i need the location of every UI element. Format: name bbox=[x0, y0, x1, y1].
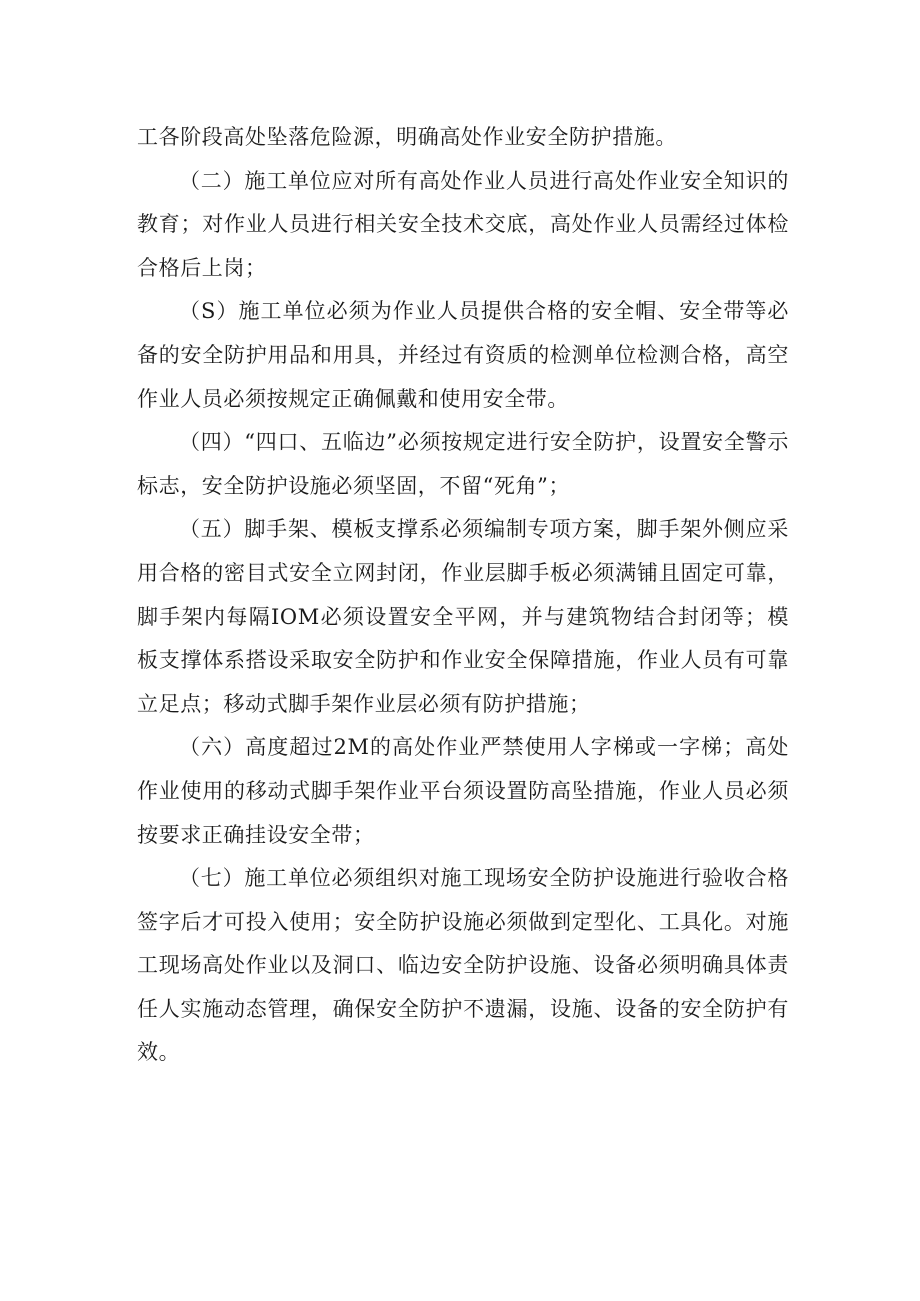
paragraph-item-6: （六）高度超过2M的高处作业严禁使用人字梯或一字梯；高处作业使用的移动式脚手架作业平台须设置防高坠措施，作业人员必须按要求正确挂设安全带； bbox=[137, 735, 789, 847]
paragraph-item-2: （二）施工单位应对所有高处作业人员进行高处作业安全知识的教育；对作业人员进行相关安全技术交底，高处作业人员需经过体检合格后上岗； bbox=[137, 168, 789, 280]
paragraph-continuation: 工各阶段高处坠落危险源，明确高处作业安全防护措施。 bbox=[137, 125, 677, 149]
paragraph-item-3: （S）施工单位必须为作业人员提供合格的安全帽、安全带等必备的安全防护用品和用具，并经过有资质的检测单位检测合格，高空作业人员必须按规定正确佩戴和使用安全带。 bbox=[137, 299, 789, 411]
paragraph-item-7: （七）施工单位必须组织对施工现场安全防护设施进行验收合格签字后才可投入使用；安全防护设施必须做到定型化、工具化。对施工现场高处作业以及洞口、临边安全防护设施、设备必须明确具体责任人实施动态管理，确保安全防护不遗漏，设施、设备的安全防护有效。 bbox=[137, 866, 789, 1065]
document-body bbox=[137, 116, 789, 1075]
paragraph-item-5: （五）脚手架、模板支撑系必须编制专项方案，脚手架外侧应采用合格的密目式安全立网封闭，作业层脚手板必须满铺且固定可靠，脚手架内每隔IOM必须设置安全平网，并与建筑物结合封闭等；模板支撑体系搭设采取安全防护和作业安全保障措施，作业人员有可靠立足点；移动式脚手架作业层必须有防护措施； bbox=[137, 517, 789, 716]
paragraph-item-4: （四）“四口、五临边”必须按规定进行安全防护，设置安全警示标志，安全防护设施必须坚固，不留“死角”； bbox=[137, 430, 789, 498]
